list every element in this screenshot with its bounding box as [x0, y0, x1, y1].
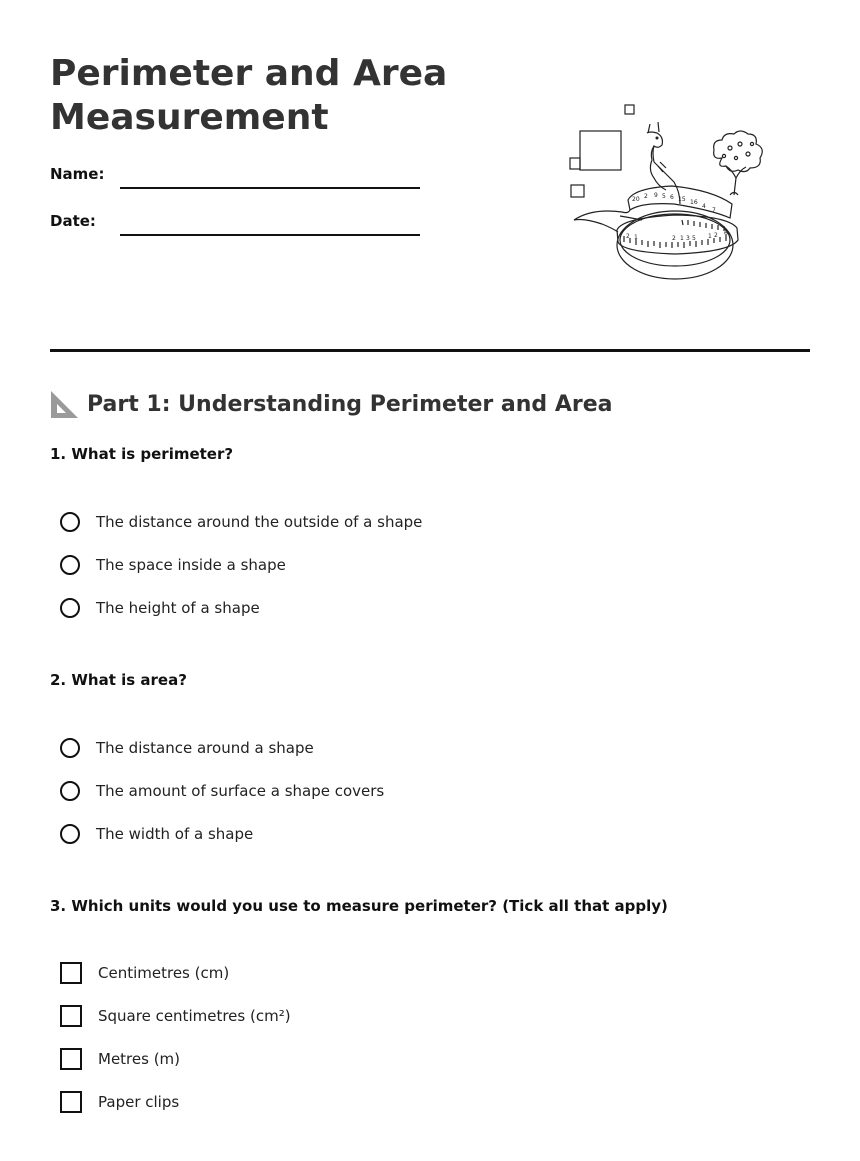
- tape-number: 1: [708, 233, 712, 240]
- tape-number: 2: [626, 233, 630, 240]
- title-line-1: Perimeter and Area: [50, 53, 448, 94]
- tape-number: 2: [714, 232, 718, 239]
- tape-number: 7: [712, 207, 716, 214]
- option-label: The height of a shape: [96, 599, 260, 617]
- tape-number: 1: [680, 235, 684, 242]
- q1-option-2[interactable]: [60, 553, 286, 577]
- kangaroo-tape-measure-illustration: [562, 100, 772, 285]
- name-label: Name:: [50, 165, 105, 183]
- tape-number: 2: [644, 193, 648, 200]
- tape-number: 5: [662, 193, 666, 200]
- radio-button[interactable]: [60, 598, 80, 618]
- tree-icon: [714, 131, 763, 195]
- radio-button[interactable]: [60, 555, 80, 575]
- radio-button[interactable]: [60, 781, 80, 801]
- q2-option-1[interactable]: [60, 736, 314, 760]
- option-label: The width of a shape: [96, 825, 254, 843]
- section-divider: [50, 349, 810, 352]
- tape-number: 9: [654, 192, 658, 199]
- tiny-square-icon: [570, 158, 580, 169]
- question-3: 3. Which units would you use to measure perimeter? (Tick all that apply): [50, 897, 668, 915]
- radio-button[interactable]: [60, 824, 80, 844]
- question-2: 2. What is area?: [50, 671, 187, 689]
- option-label: The amount of surface a shape covers: [96, 782, 385, 800]
- tape-number: 6: [724, 230, 728, 237]
- tape-number: 16: [690, 199, 698, 206]
- radio-button[interactable]: [60, 512, 80, 532]
- q3-option-4[interactable]: [60, 1090, 179, 1114]
- small-square-icon: [625, 105, 634, 114]
- option-label: Paper clips: [98, 1093, 180, 1111]
- checkbox[interactable]: [60, 1048, 82, 1070]
- tape-number: 1: [634, 234, 638, 241]
- date-label: Date:: [50, 212, 96, 230]
- worksheet-title: [50, 52, 510, 140]
- q1-option-3[interactable]: [60, 596, 260, 620]
- radio-button[interactable]: [60, 738, 80, 758]
- q2-option-3[interactable]: [60, 822, 253, 846]
- part-1-heading: [50, 388, 612, 420]
- checkbox[interactable]: [60, 1091, 82, 1113]
- q3-option-2[interactable]: [60, 1004, 291, 1028]
- option-label: The distance around a shape: [96, 739, 314, 757]
- option-label: The space inside a shape: [96, 556, 286, 574]
- tape-number: 2: [672, 235, 676, 242]
- option-label: Centimetres (cm): [98, 964, 230, 982]
- tape-number: 4: [702, 203, 706, 210]
- q3-option-1[interactable]: [60, 961, 229, 985]
- q1-option-1[interactable]: [60, 510, 422, 534]
- q3-option-3[interactable]: [60, 1047, 180, 1071]
- tape-number: 6: [670, 194, 674, 201]
- tape-number: 15: [678, 196, 686, 203]
- checkbox[interactable]: [60, 962, 82, 984]
- option-label: The distance around the outside of a shape: [96, 513, 423, 531]
- tape-number: 3: [686, 235, 690, 242]
- q2-option-2[interactable]: [60, 779, 384, 803]
- date-field[interactable]: [120, 234, 420, 236]
- tape-number: 5: [692, 235, 696, 242]
- title-line-2: Measurement: [50, 97, 329, 138]
- tape-number: 20: [632, 196, 640, 203]
- checkbox[interactable]: [60, 1005, 82, 1027]
- option-label: Square centimetres (cm²): [98, 1007, 291, 1025]
- part-1-title: Part 1: Understanding Perimeter and Area: [87, 391, 613, 417]
- option-label: Metres (m): [98, 1050, 181, 1068]
- name-field[interactable]: [120, 187, 420, 189]
- question-1: 1. What is perimeter?: [50, 445, 234, 463]
- small-square-icon-2: [571, 185, 584, 197]
- large-square-icon: [580, 131, 621, 170]
- set-square-icon: [50, 390, 79, 419]
